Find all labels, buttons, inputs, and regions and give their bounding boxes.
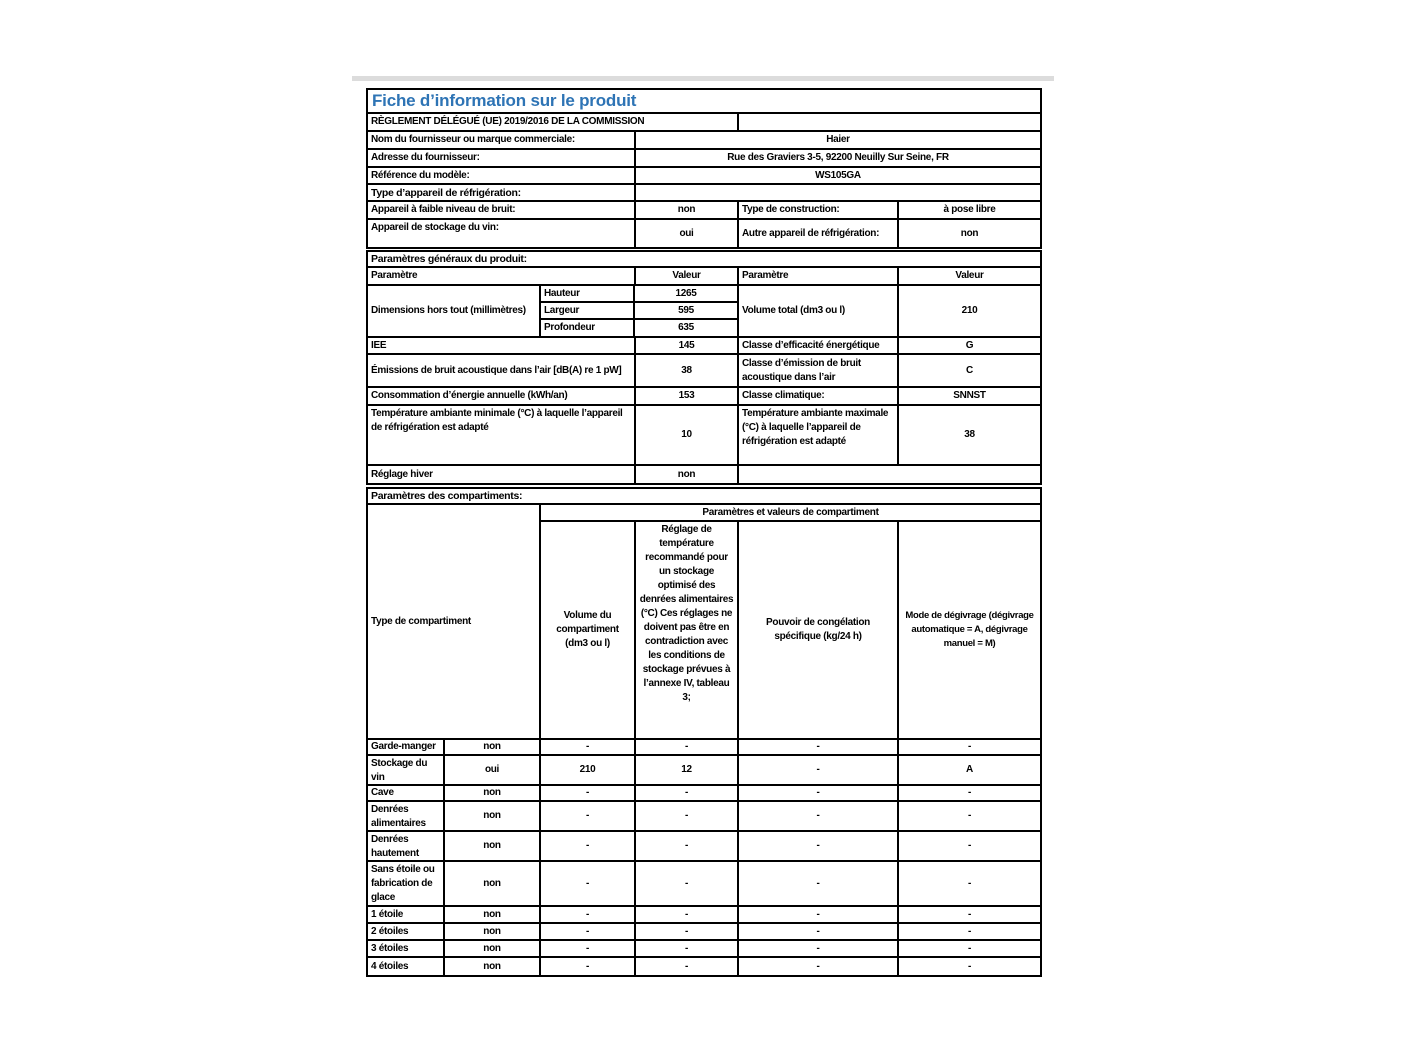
compartment-row-2-star [368,924,1040,941]
eei-label: IEE [368,338,636,353]
compartment-freezing: - [739,941,899,956]
compartment-volume: - [541,740,636,754]
energy-consumption-row [368,388,1040,406]
compartment-temperature: - [636,740,739,754]
eei-row [368,338,1040,355]
noise-emission-value: 38 [636,355,739,386]
other-appliance-label: Autre appareil de réfrigération: [739,220,899,247]
energy-class-label: Classe d’efficacité énergétique [739,338,899,353]
compartment-present: non [445,941,541,956]
compartment-temperature: - [636,907,739,922]
compartment-volume: - [541,924,636,939]
dimensions-row [368,286,1040,338]
compartments-table [366,487,1042,977]
compartment-name: Sans étoile ou fabrication de glace [368,862,445,905]
height-row [541,286,737,303]
supplier-address-row [368,150,1040,168]
general-column-header-row [368,268,1040,286]
compartment-temperature: - [636,786,739,800]
compartment-present: non [445,907,541,922]
wine-storage-value: oui [636,220,739,247]
compartment-freezing: - [739,958,899,975]
title-row [368,90,1040,114]
empty-cell [636,185,1040,200]
compartment-present: non [445,958,541,975]
height-label: Hauteur [541,286,635,301]
compartment-defrost: - [967,787,972,798]
winter-setting-row [368,466,1040,483]
defrost-column-header: Mode de dégivrage (dégivrage automatique = A, dégivrage manuel = M) [905,610,1034,649]
type-section-header-row [368,185,1040,202]
depth-value: 635 [678,322,694,333]
general-parameters-table [366,250,1042,485]
model-reference-row [368,168,1040,185]
empty-cell [739,466,1040,483]
general-section-header: Paramètres généraux du produit: [371,253,527,265]
width-row [541,303,737,320]
noise-class-value: C [966,364,973,376]
compartment-row-fresh-food [368,802,1040,832]
eei-value: 145 [636,338,739,353]
group-header: Paramètres et valeurs de compartiment [541,505,1040,522]
winter-setting-label: Réglage hiver [368,466,636,483]
height-value: 1265 [675,287,697,299]
compartment-freezing: - [739,740,899,754]
type-column-header: Type de compartiment [368,505,541,738]
param-left-header: Paramètre [368,268,636,284]
compartment-temperature: 12 [636,756,739,784]
compartment-freezing: - [739,862,899,905]
compartment-defrost: - [967,960,972,972]
value-right-header: Valeur [955,270,984,281]
compartment-name: 3 étoiles [368,941,445,956]
general-section-header-row [368,252,1040,268]
model-reference-value: WS105GA [815,169,861,181]
compartment-temperature: - [636,941,739,956]
compartment-defrost: - [967,810,972,821]
construction-type-value: à pose libre [943,204,996,215]
compartment-name: Stockage du vin [368,756,445,784]
compartment-freezing: - [739,802,899,830]
compartments-section-header: Paramètres des compartiments: [371,490,523,502]
total-volume-value: 210 [961,305,978,316]
model-reference-label: Référence du modèle: [368,168,636,183]
compartment-row-1-star [368,907,1040,924]
empty-cell [739,114,1040,130]
noise-class-label: Classe d’émission de bruit acoustique dans l’air [739,355,899,386]
regulation-row [368,114,1040,132]
other-appliance-value: non [960,227,979,239]
compartments-header-row [368,505,1040,740]
supplier-name-label: Nom du fournisseur ou marque commerciale: [368,132,636,148]
noise-emission-label: Émissions de bruit acoustique dans l’air [dB(A) re 1 pW] [368,355,636,386]
compartment-name: 2 étoiles [368,924,445,939]
compartment-freezing: - [739,907,899,922]
dimensions-label: Dimensions hors tout (millimètres) [368,286,541,336]
min-ambient-temp-label: Température ambiante minimale (°C) à laquelle l’appareil de réfrigération est adapté [368,406,636,464]
low-noise-value: non [636,202,739,218]
compartment-volume: - [541,862,636,905]
compartment-volume: - [541,958,636,975]
compartment-volume: 210 [541,756,636,784]
compartment-row-4-star [368,958,1040,975]
compartment-row-pantry [368,740,1040,756]
doc-title: Fiche d’information sur le produit [372,91,637,110]
compartment-row-no-star [368,862,1040,907]
temperature-column-header: Réglage de température recommandé pour un stockage optimisé des denrées alimentaires (°C) Ces réglages ne doivent pas être en contradiction avec les conditions de stockage prévues à l’annexe IV, tableau 3; [636,522,739,738]
compartment-name: Garde-manger [368,740,445,754]
compartment-present: non [445,786,541,800]
compartment-temperature: - [636,958,739,975]
energy-consumption-label: Consommation d’énergie annuelle (kWh/an) [368,388,636,404]
noise-emission-row [368,355,1040,388]
depth-label: Profondeur [541,320,635,336]
compartment-name: Cave [368,786,445,800]
max-ambient-temp-label: Température ambiante maximale (°C) à laquelle l’appareil de réfrigération est adapté [739,406,899,464]
min-ambient-temp-value: 10 [636,406,739,464]
energy-consumption-value: 153 [636,388,739,404]
compartment-name: Denrées hautement [368,832,445,860]
compartment-present: non [445,802,541,830]
supplier-address-value: Rue des Graviers 3-5, 92200 Neuilly Sur Seine, FR [727,152,949,163]
compartment-defrost: - [967,942,972,954]
width-label: Largeur [541,303,635,318]
regulation-text: RÈGLEMENT DÉLÉGUÉ (UE) 2019/2016 DE LA COMMISSION [368,114,739,130]
compartment-defrost: - [967,877,972,889]
compartment-defrost: - [967,925,972,937]
compartment-defrost: - [967,908,972,920]
compartments-section-header-row [368,489,1040,505]
compartment-temperature: - [636,924,739,939]
wine-storage-row [368,220,1040,247]
volume-column-header: Volume du compartiment (dm3 ou l) [541,522,636,738]
compartment-name: 4 étoiles [368,958,445,975]
climate-class-label: Classe climatique: [739,388,899,404]
compartment-name: 1 étoile [368,907,445,922]
fiche-header-table [366,88,1042,249]
compartments-column-headers [541,522,1040,738]
dimensions-subtable [541,286,739,336]
max-ambient-temp-value: 38 [964,429,975,440]
compartment-defrost: - [967,840,972,851]
winter-setting-value: non [636,466,739,483]
supplier-name-value: Haier [826,134,850,145]
compartment-defrost: A [966,764,973,775]
depth-row [541,320,737,336]
compartments-param-header [541,505,1040,738]
compartment-temperature: - [636,832,739,860]
compartment-freezing: - [739,756,899,784]
compartment-temperature: - [636,862,739,905]
compartment-volume: - [541,786,636,800]
supplier-name-row [368,132,1040,150]
construction-type-label: Type de construction: [739,202,899,218]
compartment-freezing: - [739,786,899,800]
climate-class-value: SNNST [953,390,986,401]
page-top-shadow [352,76,1054,81]
width-value: 595 [678,304,694,316]
supplier-address-label: Adresse du fournisseur: [368,150,636,166]
low-noise-row [368,202,1040,220]
compartment-defrost: - [967,741,972,752]
compartment-present: non [445,832,541,860]
compartment-row-highly-perishable [368,832,1040,862]
compartment-freezing: - [739,832,899,860]
compartment-present: non [445,740,541,754]
compartment-volume: - [541,802,636,830]
compartment-present: non [445,862,541,905]
wine-storage-label: Appareil de stockage du vin: [368,220,636,247]
low-noise-label: Appareil à faible niveau de bruit: [368,202,636,218]
param-right-header: Paramètre [739,268,899,284]
compartment-name: Denrées alimentaires [368,802,445,830]
compartment-present: oui [445,756,541,784]
type-section-header: Type d’appareil de réfrigération: [368,185,636,200]
compartment-volume: - [541,941,636,956]
freezing-column-header: Pouvoir de congélation spécifique (kg/24 h) [739,522,899,738]
compartment-freezing: - [739,924,899,939]
compartment-row-3-star [368,941,1040,958]
energy-class-value: G [965,339,974,351]
ambient-temperature-row [368,406,1040,466]
value-left-header: Valeur [636,268,739,284]
total-volume-label: Volume total (dm3 ou l) [739,286,899,336]
compartment-volume: - [541,832,636,860]
compartment-volume: - [541,907,636,922]
compartment-row-wine [368,756,1040,786]
compartment-row-cellar [368,786,1040,802]
compartment-temperature: - [636,802,739,830]
compartment-present: non [445,924,541,939]
